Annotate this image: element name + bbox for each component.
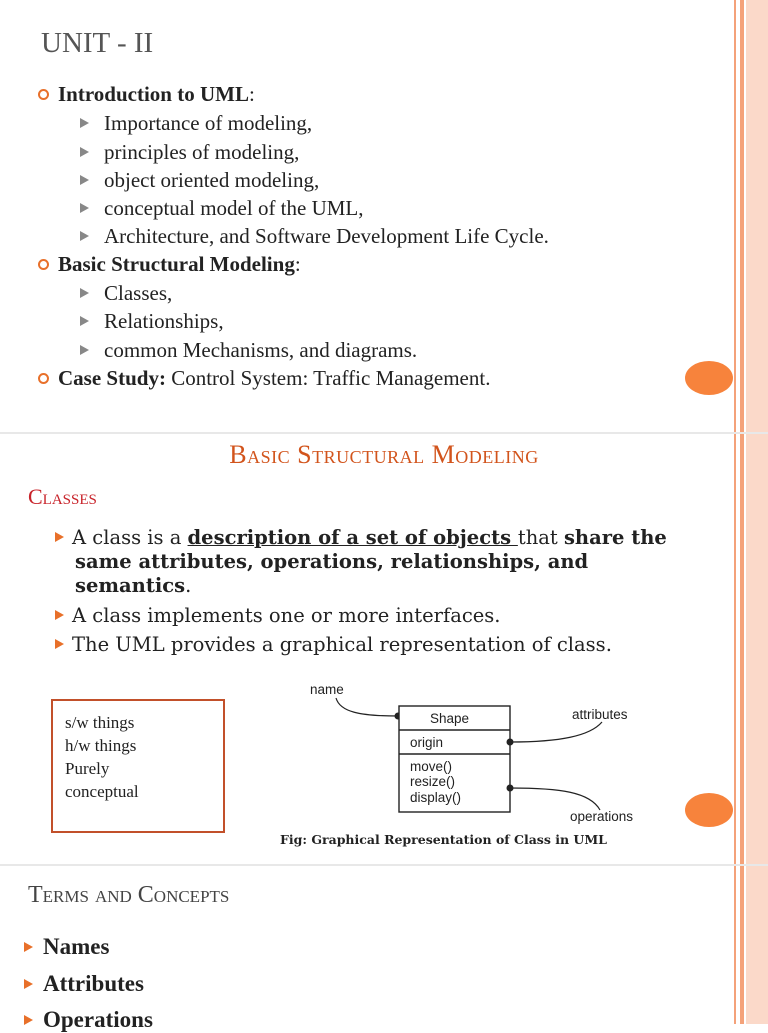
operations-pointer-line — [510, 788, 600, 810]
slide-stripe — [734, 0, 736, 432]
paragraph-bullet: A class implements one or more interfaces. — [55, 604, 501, 627]
arrow-bullet-icon — [55, 639, 64, 649]
arrow-bullet-icon — [24, 979, 33, 989]
list-item: conceptual model of the UML, — [80, 196, 364, 221]
arrow-bullet-icon — [55, 532, 64, 542]
list-item: principles of modeling, — [80, 140, 299, 165]
arrow-bullet-icon — [80, 118, 89, 128]
class-operation: display() — [410, 790, 462, 805]
slide-stripe — [746, 434, 768, 864]
class-operation: move() — [410, 759, 453, 774]
list-item: Relationships, — [80, 309, 224, 334]
box-line: Purely — [65, 759, 110, 778]
name-label: name — [310, 682, 344, 697]
arrow-bullet-icon — [80, 203, 89, 213]
circle-bullet-icon — [38, 259, 49, 270]
attributes-pointer-line — [510, 722, 602, 742]
orange-circle-decoration — [685, 361, 733, 395]
paragraph-bullet: The UML provides a graphical representation of class. — [55, 633, 612, 656]
list-item: Architecture, and Software Development Life Cycle. — [80, 224, 549, 249]
slide-stripe — [734, 866, 736, 1024]
operations-label: operations — [570, 809, 634, 824]
arrow-bullet-icon — [80, 231, 89, 241]
list-item: common Mechanisms, and diagrams. — [80, 338, 417, 363]
list-item: Names — [24, 934, 109, 960]
section-heading: Introduction to UML: — [38, 82, 255, 107]
slide-stripe — [740, 434, 744, 864]
slide-title: UNIT - II — [41, 27, 154, 59]
uml-class-diagram — [270, 676, 690, 856]
arrow-bullet-icon — [80, 316, 89, 326]
slide-title: Terms and Concepts — [28, 882, 230, 908]
arrow-bullet-icon — [80, 175, 89, 185]
list-item: Attributes — [24, 971, 144, 997]
arrow-bullet-icon — [80, 345, 89, 355]
list-item: Operations — [24, 1007, 153, 1033]
figure-caption: Fig: Graphical Representation of Class in UML — [280, 832, 607, 847]
box-line: s/w things — [65, 713, 135, 732]
paragraph-bullet: A class is a description of a set of objects that share the same attributes, operations, relationships, and semantics. — [55, 526, 715, 598]
slide-1 — [0, 0, 768, 432]
slide-subtitle: Classes — [28, 484, 97, 509]
attributes-label: attributes — [572, 707, 628, 722]
slide-stripe — [740, 866, 744, 1024]
class-operation: resize() — [410, 774, 456, 789]
arrow-bullet-icon — [24, 942, 33, 952]
class-attribute: origin — [410, 735, 444, 750]
section-heading: Case Study: Control System: Traffic Management. — [38, 366, 490, 391]
box-line: h/w things — [65, 736, 137, 755]
things-box — [51, 699, 225, 833]
slide-stripe — [746, 0, 768, 432]
name-pointer-line — [336, 698, 398, 716]
orange-circle-decoration — [685, 793, 733, 827]
box-line: conceptual — [65, 782, 139, 801]
slide-stripe — [746, 866, 768, 1024]
class-name: Shape — [430, 711, 470, 726]
arrow-bullet-icon — [80, 147, 89, 157]
list-item: object oriented modeling, — [80, 168, 319, 193]
circle-bullet-icon — [38, 89, 49, 100]
list-item: Classes, — [80, 281, 172, 306]
arrow-bullet-icon — [80, 288, 89, 298]
arrow-bullet-icon — [55, 610, 64, 620]
slide-stripe — [734, 434, 736, 864]
slide-stripe — [740, 0, 744, 432]
slide-title: Basic Structural Modeling — [229, 440, 539, 469]
circle-bullet-icon — [38, 373, 49, 384]
section-heading: Basic Structural Modeling: — [38, 252, 301, 277]
list-item: Importance of modeling, — [80, 111, 312, 136]
